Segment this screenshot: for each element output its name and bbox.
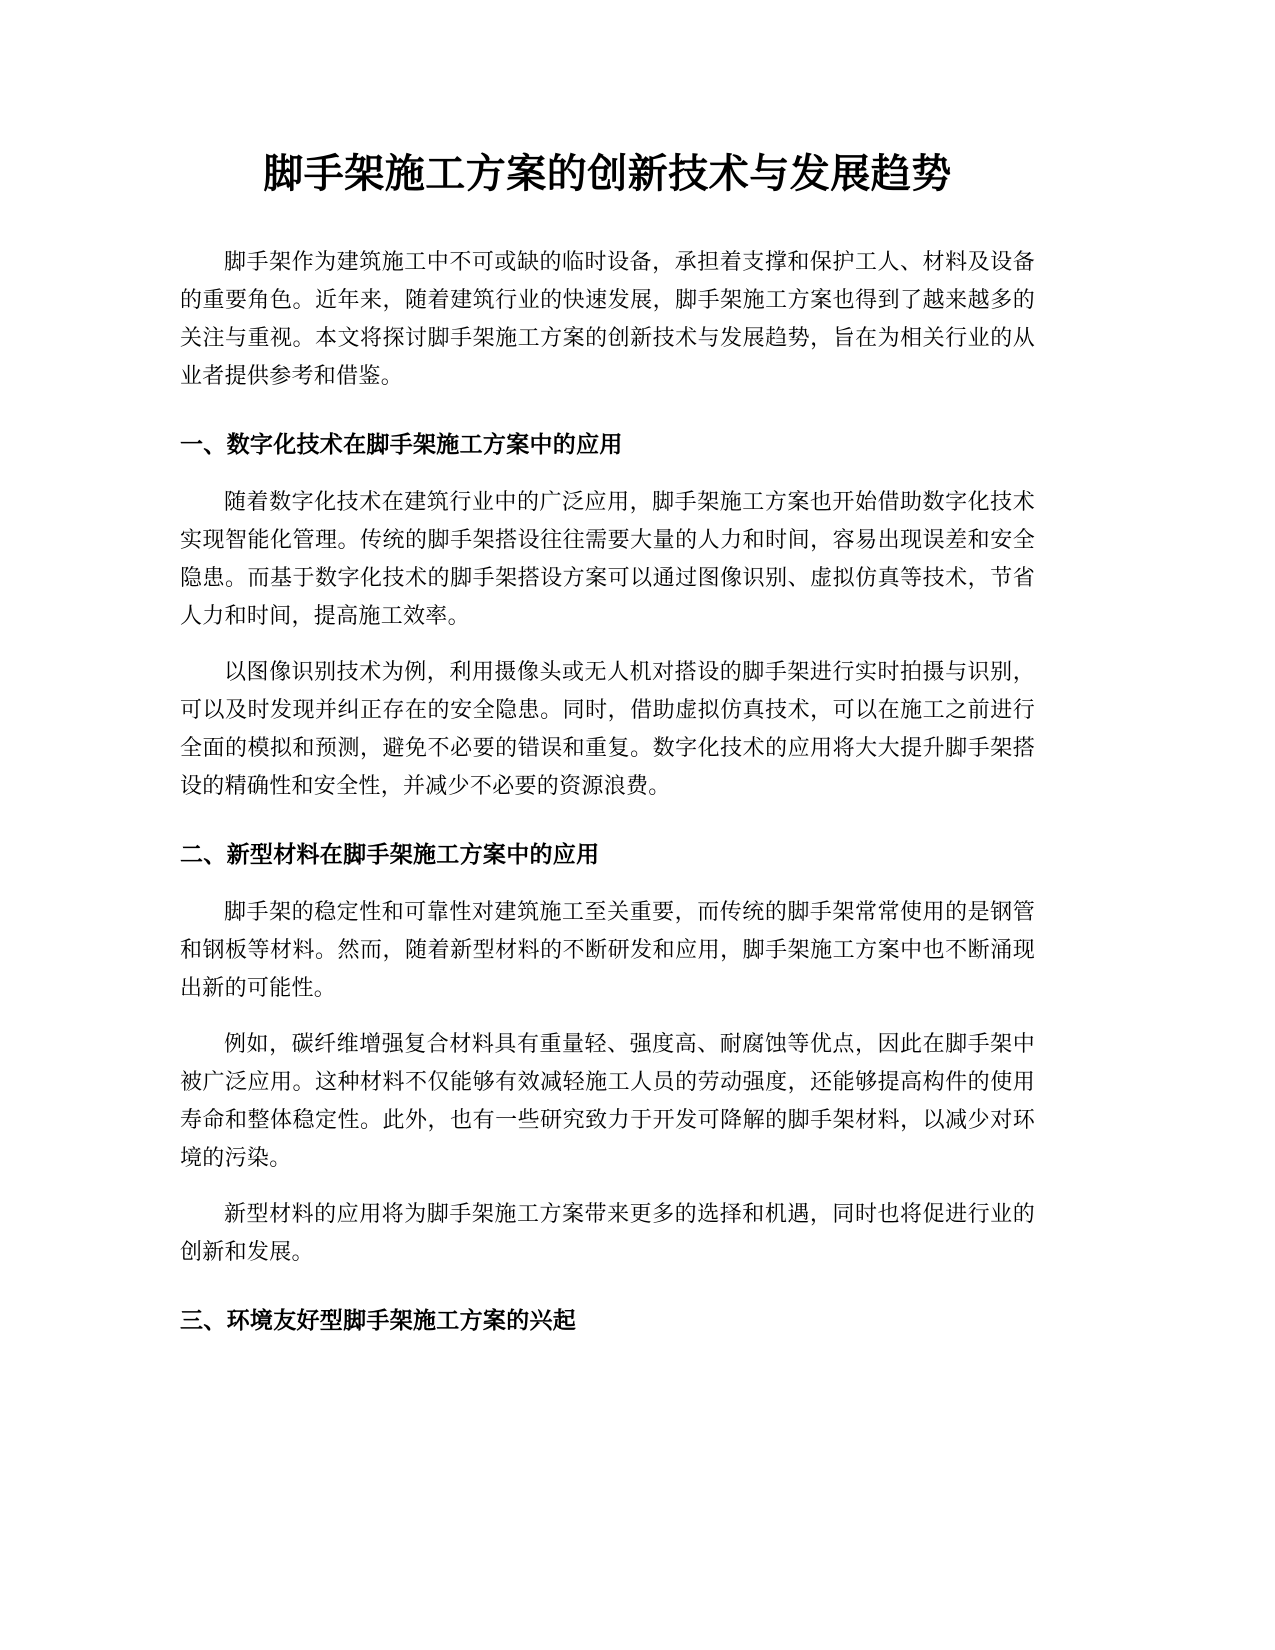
intro-paragraph: 脚手架作为建筑施工中不可或缺的临时设备，承担着支撑和保护工人、材料及设备的重要角色。近年来，随着建筑行业的快速发展，脚手架施工方案也得到了越来越多的关注与重视。本文将探讨脚手架施工方案的创新技术与发展趋势，旨在为相关行业的从业者提供参考和借鉴。 [180, 250, 1035, 389]
section-1-paragraph-1: 随着数字化技术在建筑行业中的广泛应用，脚手架施工方案也开始借助数字化技术实现智能化管理。传统的脚手架搭设往往需要大量的人力和时间，容易出现误差和安全隐患。而基于数字化技术的脚手架搭设方案可以通过图像识别、虚拟仿真等技术，节省人力和时间，提高施工效率。 [180, 490, 1035, 629]
section-2-paragraph-1: 脚手架的稳定性和可靠性对建筑施工至关重要，而传统的脚手架常常使用的是钢管和钢板等材料。然而，随着新型材料的不断研发和应用，脚手架施工方案中也不断涌现出新的可能性。 [180, 900, 1035, 1001]
section-1-heading: 一、数字化技术在脚手架施工方案中的应用 [180, 432, 623, 458]
document-body [180, 142, 1035, 1360]
section-2-paragraph-2: 例如，碳纤维增强复合材料具有重量轻、强度高、耐腐蚀等优点，因此在脚手架中被广泛应用。这种材料不仅能够有效减轻施工人员的劳动强度，还能够提高构件的使用寿命和整体稳定性。此外，也有一些研究致力于开发可降解的脚手架材料，以减少对环境的污染。 [180, 1032, 1035, 1171]
document-title: 脚手架施工方案的创新技术与发展趋势 [263, 151, 952, 197]
section-3-heading: 三、环境友好型脚手架施工方案的兴起 [180, 1308, 577, 1334]
section-2-heading: 二、新型材料在脚手架施工方案中的应用 [180, 842, 600, 868]
section-1-paragraph-2: 以图像识别技术为例，利用摄像头或无人机对搭设的脚手架进行实时拍摄与识别，可以及时发现并纠正存在的安全隐患。同时，借助虚拟仿真技术，可以在施工之前进行全面的模拟和预测，避免不必要的错误和重复。数字化技术的应用将大大提升脚手架搭设的精确性和安全性，并减少不必要的资源浪费。 [180, 660, 1035, 799]
section-2-paragraph-3: 新型材料的应用将为脚手架施工方案带来更多的选择和机遇，同时也将促进行业的创新和发展。 [180, 1202, 1035, 1265]
